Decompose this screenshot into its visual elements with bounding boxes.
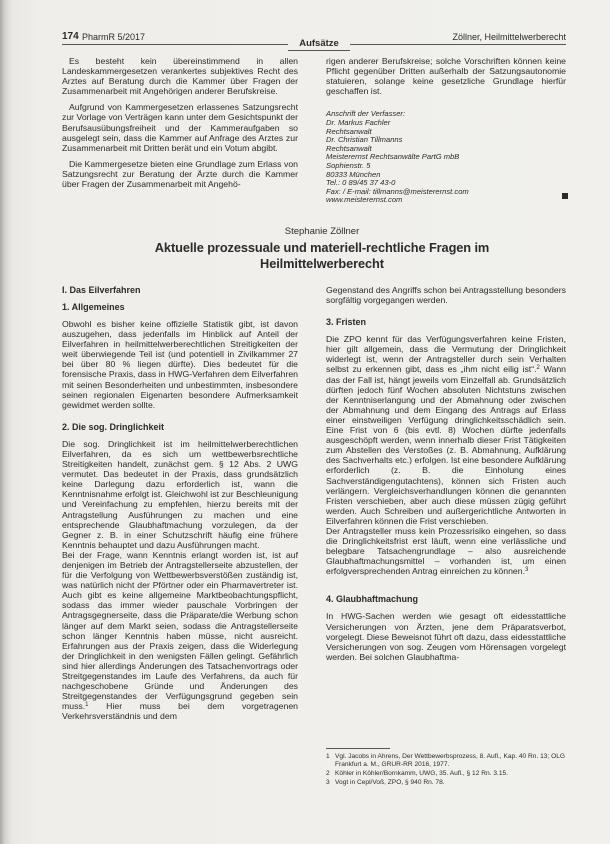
journal-issue: PharmR 5/2017 xyxy=(82,32,146,42)
section-heading: 1. Allgemeines xyxy=(62,302,125,312)
address-line: Sophienstr. 5 xyxy=(326,160,371,170)
paragraph: Die sog. Dringlichkeit ist im heilmittelwerberechtlichen Eilverfahren, da es sich um wettbewerbsrechtliche Streitigkeiten handelt, zunächst gem. § 12 Abs. 2 UWG vermutet. Das bedeutet in der Praxis, dass grundsätzlich keine Darlegung dazu erforderlich ist, wann die Kenntnisnahme erfolgt ist. Gleichwohl ist zur Beschleunigung und Vereinfachung zu empfehlen, hierzu bereits mit der Antragstellung Ausführungen zu machen und eine entsprechende Glaubhaftmachung vorzulegen, da der Gegner z. B. in einer Schutzschrift häufig eine frühere Kenntnis behauptet und dazu Ausführungen macht. xyxy=(62,438,298,550)
footnote xyxy=(326,779,566,787)
paragraph-text: Bei der Frage, wann Kenntnis erlangt worden ist, ist auf denjenigen im Betrieb der Antragstellerseite abzustellen, der für die Verfolgung von Wettbewerbsverstößen zuständig ist, was natürlich nicht der Pförtner oder ein Pharmavertreter ist. Auch gibt es keine allgemeine Marktbeobachtungspflicht, sodass das immer wieder pauschale Vorbringen der Antragsgegnerseite, dass die Präparate/die Werbung schon länger auf dem Markt seien, sodass die Antragstellerseite schon länger Kenntnis haben müsse, nicht ausreicht. Erfahrungen aus der Praxis zeigen, dass die Widerlegung der Dringlichkeit in den wenigsten Fällen gelingt. Gefährlich sind hier allerdings Änderungen des Tatsachenvortrags oder Streitgegenstandes im Laufe des Verfahrens, da auch für nachgeschobene Gründe und Änderungen des Streitgegenstandes der Verfügungsgrund gegeben sein muss. xyxy=(62,549,298,712)
address-line: www.meisterernst.com xyxy=(326,195,403,205)
footnote-number: 3 xyxy=(326,778,330,786)
author-address xyxy=(326,110,566,205)
footnote-reference: 2 xyxy=(536,365,540,372)
article-title-line: Aktuelle prozessuale und materiell-rechtliche Fragen im xyxy=(154,240,490,255)
footnote xyxy=(326,753,566,769)
paragraph-continued: Gegenstand des Angriffs schon bei Antragsstellung besonders sorgfältig vorgegangen werden. xyxy=(326,285,566,306)
section-heading: 3. Fristen xyxy=(326,317,367,328)
paragraph: Obwohl es bisher keine offizielle Statistik gibt, ist davon auszugehen, dass jedenfalls im Hinblick auf Anteil der Eilverfahren in heilmittelwerberechtlichen Streitigkeiten der weit überwiegende Teil ist (und potentiell in Zivilkammer 27 bei über 80 % liegen dürfte). Dies bedeutet für die forensische Praxis, dass in HWG-Verfahren dem Eilverfahren mit seinen Besonderheiten und unbestimmten, insbesondere seinen regionalen Eigenarten besondere Aufmerksamkeit gewidmet werden sollte. xyxy=(62,319,298,410)
footnote xyxy=(326,770,566,778)
article-title-line: Heilmittelwerberecht xyxy=(260,256,384,271)
article-column-left xyxy=(62,285,298,721)
footnote-text: Köhler in Köhler/Bornkamm, UWG, 35. Aufl., § 12 Rn. 3.15. xyxy=(335,769,508,777)
section-heading: 2. Die sog. Dringlichkeit xyxy=(62,421,165,432)
paragraph xyxy=(326,526,566,576)
address-heading: Anschrift der Verfasser: xyxy=(326,109,406,119)
address-line: Fax: / E-mail: tillmanns@meisterernst.com xyxy=(326,186,469,196)
section-heading: 4. Glaubhaftmachung xyxy=(326,594,419,605)
summary-continued: rigen anderer Berufskreise; solche Vorschriften können keine Pflicht gegenüber Dritten außerhalb der Satzungsautonomie statuieren, solange keine gesetzliche Grundlage hierfür geschaffen ist. xyxy=(326,56,566,97)
footnote-reference: 3 xyxy=(524,567,529,574)
paragraph-text: Die ZPO kennt für das Verfügungsverfahren keine Fristen, hier gilt allgemein, dass die Vermutung der Dringlichkeit widerlegt ist, wenn der Antragsteller durch sein Verhalten selbst zu erkennen gibt, dass es „ihm nicht eilig ist“. xyxy=(326,334,566,375)
footnote-number: 1 xyxy=(326,753,330,760)
paragraph-text: Hier muss bei dem vorgetragenen Verkehrsverständnis und dem xyxy=(62,701,298,722)
running-title: Zöllner, Heilmittelwerberecht xyxy=(452,32,566,42)
previous-article-summary-right xyxy=(326,56,566,205)
address-line: Rechtsanwalt xyxy=(326,143,372,153)
address-line: Dr. Markus Fachler xyxy=(326,117,391,127)
footnote-number: 2 xyxy=(326,769,330,777)
footnote-text: Vogt in Cepl/Voß, ZPO, § 940 Rn. 78. xyxy=(335,778,445,786)
article-author: Stephanie Zöllner xyxy=(284,226,360,237)
address-line: Dr. Christian Tillmanns xyxy=(326,135,403,145)
address-line: 80333 München xyxy=(326,169,381,179)
previous-article-summary-left xyxy=(62,56,298,195)
paragraph: In HWG-Sachen werden wie gesagt oft eidesstattliche Versicherungen von Ärzten, jene dem Präparatsverbot, vorgelegt. Diese Beweisnot führt oft dazu, dass eidesstattliche Versicherungen von sog. Zeugen vom Hörensagen vorgelegt werden. Bei solchen Glaubhaftma- xyxy=(326,611,566,662)
summary-point: Es besteht kein übereinstimmend in allen Landeskammergesetzen verankertes subjektives Recht des Arztes auf Beratung durch die Kammer über Fragen der Zusammenarbeit mit Angehörigen anderer Berufskreise. xyxy=(62,56,298,97)
end-mark-icon xyxy=(562,193,568,199)
address-line: Tel.: 0 89/45 37 43-0 xyxy=(326,178,396,188)
footnote-reference: 1 xyxy=(85,702,89,709)
summary-point: Aufgrund von Kammergesetzen erlassenes Satzungsrecht zur Vorlage von Verträgen kann unter dem Gesichtspunkt der Berufsausübungsfreiheit und der Kammeraufgaben so ausgelegt sein, dass die Kammer auf Anfrage des Arztes zur Zusammenarbeit mit Dritten berät und ein Votum abgibt. xyxy=(62,102,298,153)
paragraph-text: Wann das der Fall ist, hängt jeweils vom Einzelfall ab. Grundsätzlich dürften jedoch fünf Wochen absoluten Nichtstuns zwischen der Kenntniserlangung und der Abmahnung oder zwischen der Abmahnung und dem Eingang des Antrags auf Erlass einer einstweiligen Verfügung dringlichkeitsschädlich sein. Eine Frist von 6 (bis evtl. 8) Wochen dürfte jedenfalls ausgeschöpft werden, wenn innerhalb dieser Frist Tätigkeiten zum Abstellen des Verstoßes (z. B. Abmahnung, Aufklärung des Sachverhalts etc.) erfolgen. Ist eine besondere Aufklärung erforderlich (z. B. die Einholung eines Sachverständigengutachtens), können sich Fristen auch verlängern. Vergleichsverhandlungen können die genannten Fristen verschieben, aber auch diese müssen zügig geführt werden. Auch Schreiben und außergerichtliche Antworten in Eilverfahren können die Frist verschieben. xyxy=(326,364,566,526)
summary-point: Die Kammergesetze bieten eine Grundlage zum Erlass von Satzungsrecht zur Beratung der Ärzte durch die Kammer über Fragen der Zusammenarbeit mit Angehö- xyxy=(62,158,298,190)
address-line: Rechtsanwalt xyxy=(326,126,372,136)
article-title xyxy=(70,240,574,272)
article-column-right xyxy=(326,285,566,662)
footnotes xyxy=(326,753,566,788)
part-heading: I. Das Eilverfahren xyxy=(62,285,141,295)
footnote-rule xyxy=(326,748,390,749)
page-number: 174 xyxy=(62,31,79,42)
paragraph xyxy=(326,334,566,526)
footnote-text: Vgl. Jacobs in Ahrens, Der Wettbewerbsprozess, 8. Aufl., Kap. 40 Rn. 13; OLG Frankfurt a. M., GRUR-RR 2016, 1977. xyxy=(335,753,566,768)
paragraph-text: Der Antragsteller muss kein Prozessrisiko eingehen, so dass die Dringlichkeitsfrist erst läuft, wenn eine verlässliche und belegbare Tatsachengrundlage – also ausreichende Glaubhaftmachungsmittel – vorhanden ist, um einen erfolgversprechenden Antrag einreichen zu können. xyxy=(326,525,566,577)
paragraph xyxy=(62,550,298,722)
section-label: Aufsätze xyxy=(288,38,350,51)
address-line: Meisterernst Rechtsanwälte PartG mbB xyxy=(326,152,460,162)
